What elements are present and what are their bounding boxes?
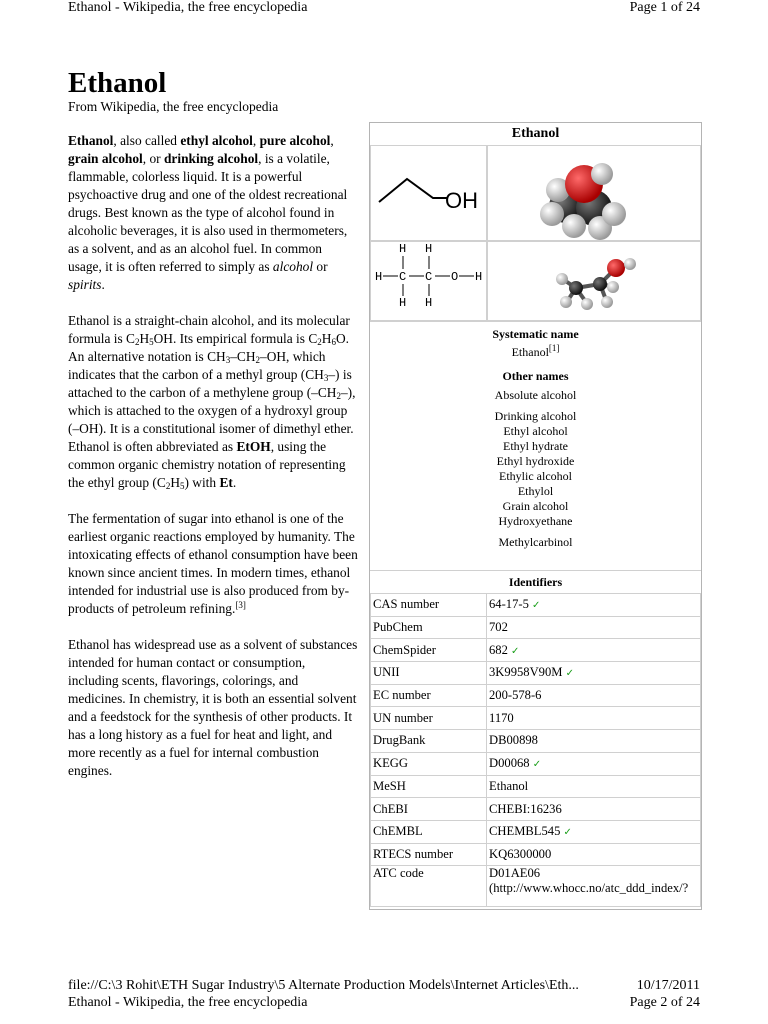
identifier-key: PubChem — [371, 616, 487, 639]
paragraph-intro — [68, 132, 358, 294]
text-run: , using the common organic chemistry notation of representing the ethyl group (C — [68, 439, 346, 490]
identifier-key: RTECS number — [371, 843, 487, 866]
verified-check-icon: ✓ — [532, 600, 541, 612]
space-filling-drawing — [488, 146, 702, 242]
identifier-key: ChEMBL — [371, 820, 487, 843]
atom-h-label: H — [375, 270, 383, 284]
bold-term: drinking alcohol — [163, 151, 259, 166]
verified-check-icon: ✓ — [565, 668, 575, 680]
footer-next-page-number: Page 2 of 24 — [629, 995, 700, 1010]
structural-formula-drawing — [371, 242, 488, 322]
citation-ref[interactable]: [3] — [235, 600, 246, 610]
paragraph-uses — [68, 636, 358, 780]
identifier-row — [371, 798, 701, 821]
other-name-item: Ethyl hydrate — [503, 439, 568, 453]
subscript: 6 — [331, 337, 336, 347]
citation-ref[interactable]: [1] — [548, 343, 560, 353]
hydrogen-atom — [602, 202, 626, 226]
identifier-value-cell — [487, 820, 701, 843]
text-run: , or — [142, 151, 164, 166]
atom-o-label: O — [451, 270, 459, 284]
bold-term: grain alcohol — [68, 151, 143, 166]
identifier-value[interactable]: D00068 — [489, 756, 530, 771]
text-run: or — [313, 259, 328, 274]
identifier-key: UNII — [371, 662, 487, 685]
other-name-item: Ethylic alcohol — [499, 469, 572, 483]
bold-term: pure alcohol — [259, 133, 331, 148]
skeletal-formula-image[interactable] — [370, 145, 487, 241]
identifier-value-cell — [487, 843, 701, 866]
paragraph-history — [68, 510, 358, 618]
subscript: 2 — [255, 355, 260, 365]
identifiers-table-body — [371, 594, 701, 907]
identifier-row — [371, 820, 701, 843]
hydrogen-atom — [601, 296, 613, 308]
footer-next-page-title: Ethanol - Wikipedia, the free encyclopedia — [68, 995, 308, 1010]
identifier-value[interactable]: 1170 — [489, 710, 514, 725]
subscript: 2 — [336, 391, 341, 401]
text-run: –) is attached to the carbon of a methylene group (–CH — [68, 367, 352, 400]
bold-term: ethyl alcohol — [180, 133, 253, 148]
structural-formula-image[interactable] — [370, 241, 487, 321]
identifier-value[interactable]: DB00898 — [489, 733, 538, 748]
text-run: –CH — [230, 349, 256, 364]
text-run: –), which is attached to the oxygen of a hydroxyl group (–OH). It is a constitutional isomer of dimethyl ether. Ethanol is often abbreviated as — [68, 385, 356, 454]
footer-date: 10/17/2011 — [636, 978, 700, 993]
other-name-item: Drinking alcohol — [494, 409, 577, 423]
chembox-infobox — [369, 122, 702, 910]
other-name-item: Grain alcohol — [502, 499, 569, 513]
other-names-heading: Other names — [502, 369, 569, 383]
identifier-value-cell — [487, 594, 701, 617]
identifier-value-cell — [487, 639, 701, 662]
verified-check-icon: ✓ — [511, 645, 520, 657]
subscript: 2 — [317, 337, 322, 347]
identifier-key: ChemSpider — [371, 639, 487, 662]
text-run: H — [139, 331, 150, 346]
identifier-value-cell — [487, 707, 701, 730]
hydrogen-atom — [607, 281, 619, 293]
identifier-key: ATC code — [371, 866, 487, 907]
systematic-name-text: Ethanol — [511, 345, 549, 359]
identifier-value[interactable]: 200-578-6 — [489, 688, 542, 703]
identifier-value-cell — [487, 752, 701, 775]
other-name-item: Ethylol — [517, 484, 554, 498]
identifier-value-cell — [487, 730, 701, 753]
identifier-key: KEGG — [371, 752, 487, 775]
text-run: OH. Its empirical formula is C — [153, 331, 318, 346]
verified-check-icon: ✓ — [532, 759, 542, 771]
atom-c-label: C — [399, 270, 407, 284]
identifier-value-cell — [487, 775, 701, 798]
footer-file-path: file://C:\3 Rohit\ETH Sugar Industry\5 Alternate Production Models\Internet Articles\Eth... — [68, 978, 579, 993]
identifier-row — [371, 616, 701, 639]
identifier-row — [371, 662, 701, 685]
bold-term: EtOH — [236, 439, 271, 454]
text-run: ) with — [184, 475, 220, 490]
other-names-list — [370, 388, 701, 550]
subscript: 5 — [179, 481, 185, 491]
identifier-value-cell — [487, 866, 701, 907]
page-title: Ethanol — [68, 67, 167, 99]
carbon-atom — [569, 281, 583, 295]
identifier-key: MeSH — [371, 775, 487, 798]
systematic-name-value — [370, 345, 701, 360]
atom-c-label: C — [425, 270, 433, 284]
subscript: 3 — [225, 355, 231, 365]
atom-h-label: H — [425, 296, 433, 310]
ball-stick-drawing — [488, 242, 702, 322]
italic-term: alcohol — [272, 259, 314, 274]
hydrogen-atom — [591, 163, 613, 185]
identifier-key: ChEBI — [371, 798, 487, 821]
other-name-item: Hydroxyethane — [498, 514, 573, 528]
identifier-row — [371, 707, 701, 730]
identifier-row-atc — [371, 866, 701, 907]
identifier-value[interactable]: CHEBI:16236 — [489, 801, 562, 816]
other-name-item: Methylcarbinol — [498, 535, 573, 549]
identifier-value-cell — [487, 798, 701, 821]
text-run: , also called — [113, 133, 181, 148]
names-section — [370, 321, 701, 571]
hydrogen-atom — [562, 214, 586, 238]
carbon-atom — [593, 277, 607, 291]
verified-check-icon: ✓ — [563, 827, 572, 839]
identifiers-table — [370, 593, 701, 907]
text-run: H — [170, 475, 180, 490]
identifier-key: UN number — [371, 707, 487, 730]
other-name-item: Absolute alcohol — [494, 388, 577, 402]
hydrogen-atom — [560, 296, 572, 308]
space-filling-model-image[interactable] — [487, 145, 701, 241]
italic-term: spirits — [68, 277, 102, 292]
oxygen-atom — [607, 259, 625, 277]
identifier-value-cell — [487, 684, 701, 707]
page-subtitle: From Wikipedia, the free encyclopedia — [68, 99, 279, 114]
identifier-row — [371, 843, 701, 866]
identifier-value[interactable]: 64-17-5 — [489, 597, 529, 612]
identifier-row — [371, 730, 701, 753]
subscript: 3 — [323, 373, 329, 383]
atom-h-label: H — [399, 242, 407, 256]
atom-h-label: H — [425, 242, 433, 256]
header-page-number: Page 1 of 24 — [629, 0, 700, 15]
text-run: . — [232, 475, 237, 490]
atom-h-label: H — [399, 296, 407, 310]
infobox-title: Ethanol — [511, 126, 560, 141]
text-run: , is a volatile, flammable, colorless liquid. It is a powerful psychoactive drug and one of the oldest recreational drugs. Best known as the type of alcohol found in alcoholic beverages, it is also used in thermometers, as a solvent, and as an alcohol fuel. In common usage, it is often referred to simply as — [68, 151, 348, 274]
header-title: Ethanol - Wikipedia, the free encyclopedia — [68, 0, 308, 15]
subscript: 2 — [165, 481, 171, 491]
text-run: . — [101, 277, 105, 292]
identifier-value-cell — [487, 662, 701, 685]
text-run: Ethanol is a straight-chain alcohol, and its molecular formula is C — [68, 313, 350, 346]
systematic-name-heading: Systematic name — [492, 327, 579, 341]
bold-term: Ethanol — [68, 133, 114, 148]
hydroxyl-label: OH — [445, 188, 478, 213]
text-run: –OH, which indicates that the carbon of a methyl group (CH — [68, 349, 326, 382]
identifier-key: CAS number — [371, 594, 487, 617]
ball-and-stick-model-image[interactable] — [487, 241, 701, 321]
identifier-value[interactable]: 702 — [489, 620, 508, 635]
identifier-row — [371, 775, 701, 798]
text-run: , — [252, 133, 260, 148]
identifier-value[interactable]: 3K9958V90M — [489, 665, 563, 680]
identifier-row — [371, 684, 701, 707]
bold-term: Et — [219, 475, 233, 490]
text-run: O. An alternative notation is CH — [68, 331, 349, 364]
atom-h-label: H — [475, 270, 483, 284]
hydrogen-atom — [581, 298, 593, 310]
hydrogen-atom — [540, 202, 564, 226]
skeletal-formula-drawing — [371, 146, 488, 242]
carbon-chain-line — [379, 179, 447, 202]
identifiers-heading: Identifiers — [508, 575, 563, 589]
paragraph-formula — [68, 312, 358, 492]
atc-link[interactable]: (http://www.whocc.no/atc_ddd_index/? — [489, 881, 689, 896]
identifier-row — [371, 639, 701, 662]
other-name-item: Ethyl alcohol — [503, 424, 568, 438]
text-run: The fermentation of sugar into ethanol is one of the earliest organic reactions employed by humanity. The intoxicating effects of ethanol consumption have been known since ancient times. In modern times, ethanol intended for industrial use is also produced from by-products of petroleum refining. — [68, 511, 358, 616]
subscript: 2 — [134, 337, 140, 347]
other-name-item: Ethyl hydroxide — [496, 454, 575, 468]
identifier-row — [371, 594, 701, 617]
article-body — [68, 132, 358, 798]
identifier-value[interactable]: CHEMBL545 — [489, 824, 561, 839]
text-run: H — [321, 331, 332, 346]
identifier-key: DrugBank — [371, 730, 487, 753]
identifier-value[interactable]: Ethanol — [489, 778, 529, 793]
text-run: , — [330, 133, 334, 148]
identifier-row — [371, 752, 701, 775]
identifier-value-cell — [487, 616, 701, 639]
identifier-key: EC number — [371, 684, 487, 707]
hydrogen-atom — [624, 258, 636, 270]
identifier-value[interactable]: 682 — [489, 642, 508, 657]
hydrogen-atom — [556, 273, 568, 285]
text-run: Ethanol has widespread use as a solvent of substances intended for human contact or consumption, including scents, flavorings, colorings, and medicines. In chemistry, it is both an essential solvent and a feedstock for the synthesis of other products. It has a long history as a fuel for heat and light, and more recently as a fuel for internal combustion engines. — [68, 637, 358, 778]
identifier-value[interactable]: KQ6300000 — [489, 846, 552, 861]
subscript: 5 — [149, 337, 154, 347]
identifier-value[interactable]: D01AE06 — [489, 866, 541, 881]
